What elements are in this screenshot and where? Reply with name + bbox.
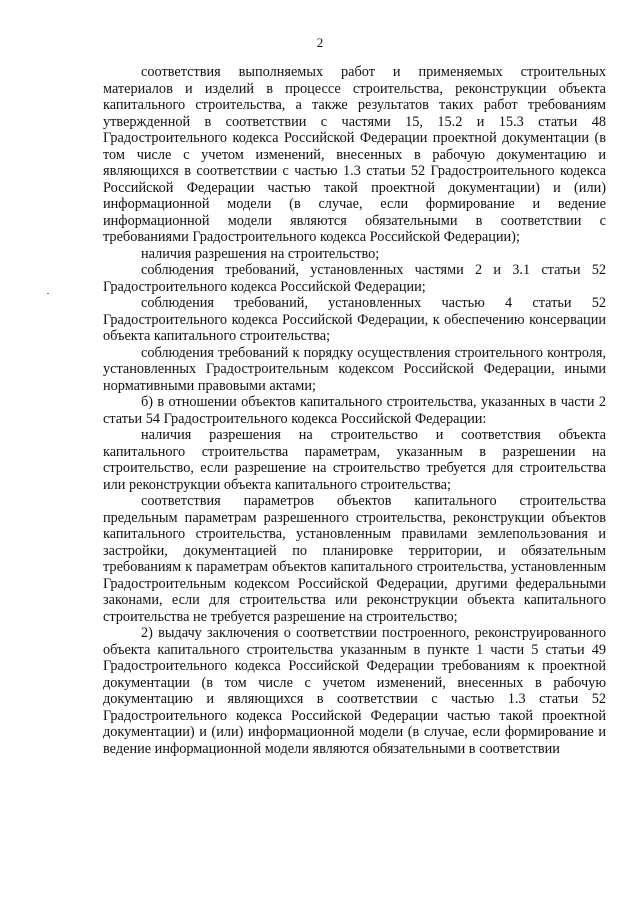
paragraph: соблюдения требований, установленных частями 2 и 3.1 статьи 52 Градостроительного кодекса Российской Федерации; xyxy=(103,262,606,295)
page-number: 2 xyxy=(316,35,324,50)
paragraph: соответствия выполняемых работ и применяемых строительных материалов и изделий в процессе строительства, реконструкции объекта капитального строительства, а также результатов таких работ требованиям утвержденной в соответствии с частями 15, 15.2 и 15.3 статьи 48 Градостроительного кодекса Российской Федерации проектной документации (в том числе с учетом изменений, внесенных в рабочую документацию и являющихся в соответствии с частью 1.3 статьи 52 Градостроительного кодекса Российской Федерации частью такой проектной документации) и (или) информационной модели (в случае, если формирование и ведение информационной модели являются обязательными в соответствии с требованиями Градостроительного кодекса Российской Федерации); xyxy=(103,64,606,245)
document-body xyxy=(103,64,606,757)
margin-mark xyxy=(47,293,49,294)
paragraph: соблюдения требований к порядку осуществления строительного контроля, установленных Градостроительным кодексом Российской Федерации, иными нормативными правовыми актами; xyxy=(103,344,606,394)
paragraph: б) в отношении объектов капитального строительства, указанных в части 2 статьи 54 Градостроительного кодекса Российской Федерации: xyxy=(103,394,606,427)
paragraph: 2) выдачу заключения о соответствии построенного, реконструированного объекта капитального строительства указанным в пункте 1 части 5 статьи 49 Градостроительного кодекса Российской Федерации требованиям к проектной документации (в том числе с учетом изменений, внесенных в рабочую документацию и являющихся в соответствии с частью 1.3 статьи 52 Градостроительного кодекса Российской Федерации частью такой проектной документации) и (или) информационной модели (в случае, если формирование и ведение информационной модели являются обязательными в соответствии xyxy=(103,625,606,757)
paragraph: наличия разрешения на строительство и соответствия объекта капитального строительства параметрам, указанным в разрешении на строительство, если разрешение на строительство требуется для строительства или реконструкции объекта капитального строительства; xyxy=(103,427,606,493)
paragraph: соответствия параметров объектов капитального строительства предельным параметрам разрешенного строительства, реконструкции объектов капитального строительства, установленным правилами землепользования и застройки, документацией по планировке территории, и обязательным требованиям к параметрам объектов капитального строительства, установленным Градостроительным кодексом Российской Федерации, другими федеральными законами, если для строительства или реконструкции объекта капитального строительства не требуется разрешение на строительство; xyxy=(103,493,606,625)
paragraph: наличия разрешения на строительство; xyxy=(141,245,380,262)
paragraph: соблюдения требований, установленных частью 4 статьи 52 Градостроительного кодекса Российской Федерации, к обеспечению консервации объекта капитального строительства; xyxy=(103,295,606,344)
